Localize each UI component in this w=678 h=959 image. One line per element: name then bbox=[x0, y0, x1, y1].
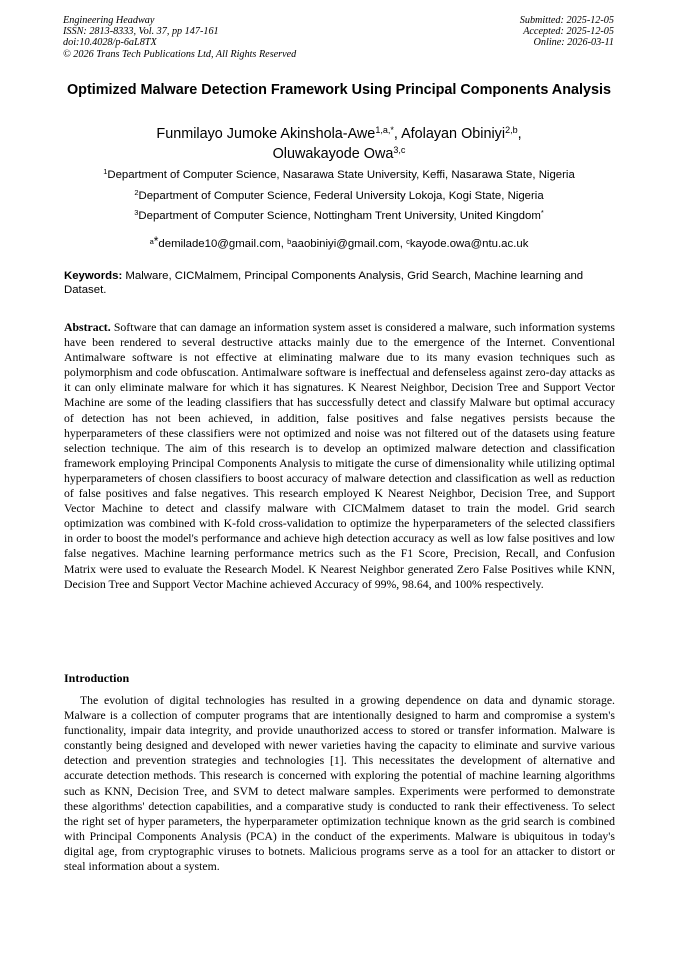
online-date: Online: 2026-03-11 bbox=[533, 37, 614, 49]
affiliation-3 bbox=[40, 209, 638, 223]
affiliation-1 bbox=[40, 168, 638, 182]
corresponding-mark: * bbox=[540, 208, 544, 217]
author-name: Afolayan Obiniyi bbox=[401, 126, 506, 142]
author-name: Funmilayo Jumoke Akinshola-Awe bbox=[156, 126, 376, 142]
accepted-date: Accepted: 2025-12-05 bbox=[523, 26, 614, 38]
affiliation-text: Department of Computer Science, Federal University Lokoja, Kogi State, Nigeria bbox=[138, 190, 544, 202]
journal-issn: ISSN: 2813-8333, Vol. 37, pp 147-161 bbox=[63, 26, 219, 38]
affiliation-number: 1 bbox=[103, 167, 108, 176]
abstract-text: Software that can damage an information system asset is considered a malware, such information systems have been rendered to several destructive attacks mainly due to the emergence of the Internet. Conventional Antimalware software is not effective at eliminating malware due to its many evasion techniques such as polymorphism and code obfuscation. Antimalware software is ineffectual and defenseless against zero-day attacks as it can only eliminate malware for which it has signatures. K Nearest Neighbor, Decision Tree and Support Vector Machine are some of the leading classifiers that has successfully detect and classify Malware but optimal accuracy of detection has not been achieved, in addition, false positives and false negatives persists because the hyperparameters of these classifiers were not optimized and noise was not filtered out of the datasets using feature selection technique. The aim of this research is to develop an optimized malware detection and classification framework employing Principal Components Analysis to mitigate the curse of dimensionality while utilizing optimal hyperparameters of chosen classifiers to boost accuracy of malware detection and classification as well as reduction of false positives and false negatives. This research employed K Nearest Neighbor, Decision Tree, and Support Vector Machine to detect and classify malware with CICMalmem dataset to train the model. Grid search optimization was combined with K-fold cross-validation to optimize the hyperparameters of the selected classifiers in order to boost the model's performance and achieve high detection accuracy as well as low false positives and low false negatives. Machine learning performance metrics such as the F1 Score, Precision, Recall, and Confusion Matrix were used to evaluate the Research Model. K Nearest Neighbor generated Zero False Positives while KNN, Decision Tree and Support Vector Machine achieved Accuracy of 99%, 98.64, and 100% respectively. bbox=[64, 321, 616, 591]
email-link[interactable]: aaobiniyi@gmail.com bbox=[291, 238, 400, 250]
introduction-paragraph: The evolution of digital technologies has resulted in a growing dependence on data and dynamic storage. Malware is a collection of computer programs that are intentionally designed to harm and compromise a system's functionality, impair data integrity, and provide unauthorized access to stored or transfer information. Malware is constantly being designed and developed with newer varieties having the capacity to eliminate and survive various detection and prevention strategies and technologies [1]. This necessitates the development of alternative and accurate detection methods. This research is concerned with exploring the potential of machine learning algorithms such as KNN, Decision Tree, and SVM to detect malware samples. Experiments were performed to demonstrate these algorithms' detection capabilities, and a comparative study is conducted to rank their effectiveness. To select the right set of hyper parameters, the hyperparameter optimization technique known as the grid search is combined with Principal Components Analysis (PCA) in the conduct of the experiments. Malware is ubiquitous in today's digital age, from cryptographic viruses to botnets. Malicious programs serve as a tool for an attacker to distort or steal information about a system. bbox=[64, 694, 615, 874]
section-heading-introduction: Introduction bbox=[64, 671, 130, 685]
abstract-label: Abstract. bbox=[64, 321, 111, 334]
email-link[interactable]: kayode.owa@ntu.ac.uk bbox=[409, 238, 529, 250]
journal-header-left bbox=[63, 15, 296, 60]
affiliation-number: 3 bbox=[134, 208, 139, 217]
keywords bbox=[64, 269, 616, 297]
journal-copyright: © 2026 Trans Tech Publications Ltd, All Rights Reserved bbox=[63, 48, 297, 60]
abstract bbox=[64, 320, 615, 592]
keywords-label: Keywords: bbox=[64, 270, 123, 282]
author-superscript: 3,c bbox=[393, 145, 406, 155]
affiliation-2 bbox=[40, 189, 638, 203]
submitted-date: Submitted: 2025-12-05 bbox=[519, 15, 614, 26]
journal-doi: doi:10.4028/p-6aL8TX bbox=[63, 37, 157, 49]
affiliation-text: Department of Computer Science, Nottingham Trent University, United Kingdom bbox=[138, 210, 541, 222]
email-list: $^a$*demilade10@gmail.com, $^b$aaobiniyi@gmail.com, $^c$kayode.owa@ntu.ac.uk bbox=[149, 234, 529, 250]
journal-name: Engineering Headway bbox=[63, 15, 155, 26]
email-link[interactable]: demilade10@gmail.com bbox=[158, 238, 281, 250]
affiliation-number: 2 bbox=[134, 188, 139, 197]
journal-header-right bbox=[520, 15, 614, 49]
author-superscript: 2,b bbox=[505, 125, 518, 135]
author-name: Oluwakayode Owa bbox=[272, 146, 394, 162]
affiliation-text: Department of Computer Science, Nasarawa State University, Keffi, Nasarawa State, Nigeria bbox=[107, 169, 575, 181]
author-superscript: 1,a,* bbox=[375, 125, 394, 135]
author-list: Funmilayo Jumoke Akinshola-Awe$^{1,a,*}$, Afolayan Obiniyi$^{2,b}$, Oluwakayode Owa$^{3,c}$ bbox=[156, 125, 522, 162]
paper-title: Optimized Malware Detection Framework Using Principal Components Analysis bbox=[66, 82, 612, 98]
keywords-text: Malware, CICMalmem, Principal Components Analysis, Grid Search, Machine learning and Dataset. bbox=[64, 270, 584, 296]
